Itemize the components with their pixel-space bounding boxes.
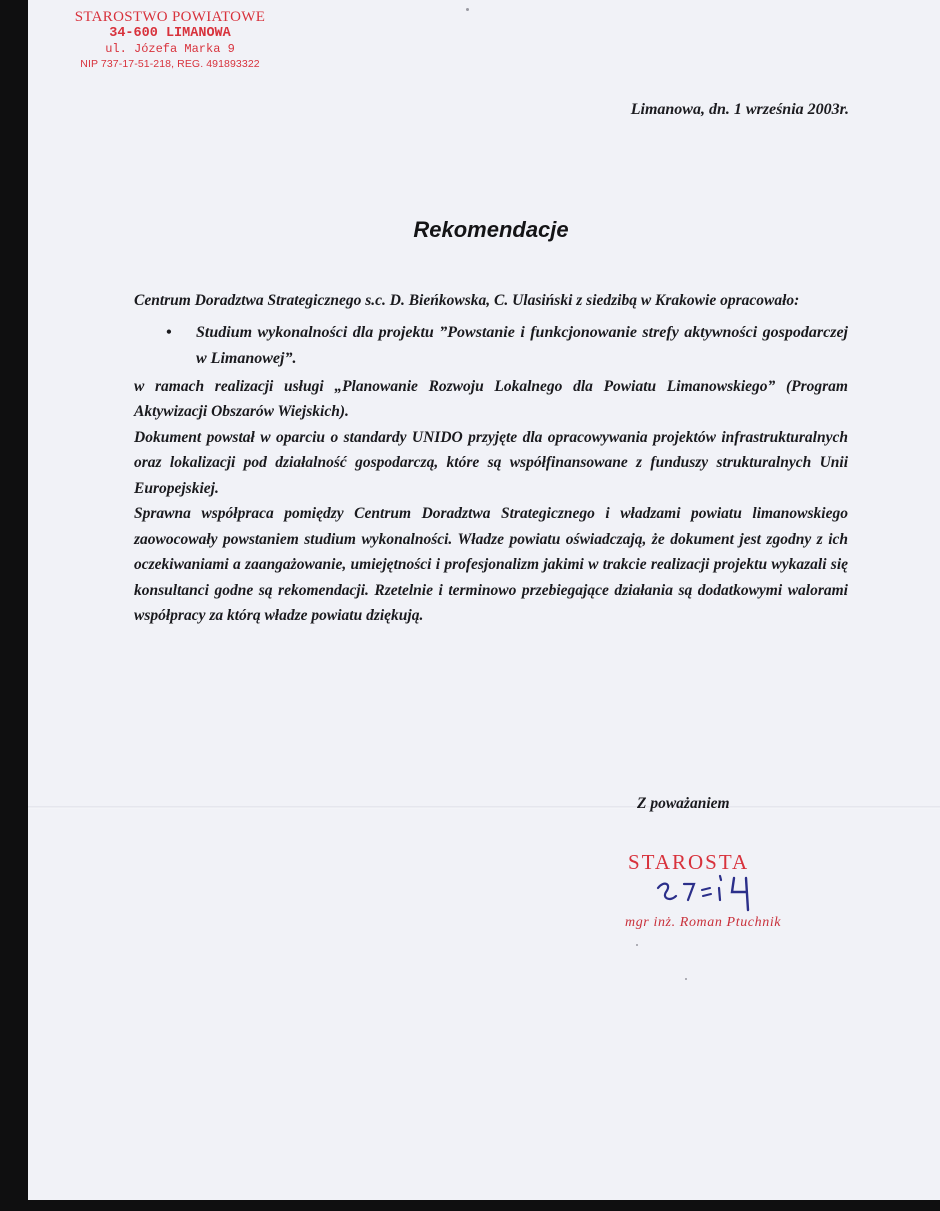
- paper-speck: [466, 8, 469, 11]
- letterhead-office: STAROSTWO POWIATOWE: [74, 9, 266, 25]
- signatory-name: mgr inż. Roman Ptuchnik: [625, 915, 782, 930]
- standards-paragraph: Dokument powstał w oparciu o standardy UNIDO przyjęte dla opracowywania projektów infrastrukturalnych oraz lokalizacji pod działalność gospodarczą, które są współfinansowane z funduszy strukturalnych Unii Europejskiej.: [134, 428, 848, 497]
- letter-title: Rekomendacje: [413, 217, 569, 242]
- bullet-icon: •: [166, 323, 172, 341]
- intro-paragraph: Centrum Doradztwa Strategicznego s.c. D. Bieńkowska, C. Ulasiński z siedzibą w Krakowie opracowało:: [134, 292, 800, 309]
- letterhead-city: 34-600 LIMANOWA: [109, 26, 231, 41]
- cooperation-paragraph: Sprawna współpraca pomiędzy Centrum Doradztwa Strategicznego i władzami powiatu limanowskiego zaowocowały powstaniem studium wykonalności. Władze powiatu oświadczają, że dokument jest zgodny z ich oczekiwaniami a zaangażowanie, umiejętności i profesjonalizm jakimi w trakcie realizacji projektu wykazali się konsultanci godne są rekomendacji. Rzetelnie i terminowo przebiegające działania są dodatkowymi walorami współpracy za którą władze powiatu dziękują.: [134, 505, 848, 624]
- bullet-text: Studium wykonalności dla projektu ”Powstanie i funkcjonowanie strefy aktywności gospodarczej w Limanowej”.: [196, 323, 848, 367]
- letter-date: Limanowa, dn. 1 września 2003r.: [630, 101, 849, 118]
- starosta-stamp: STAROSTA: [628, 850, 750, 874]
- letterhead-street: ul. Józefa Marka 9: [105, 42, 235, 56]
- paper-speck: [685, 978, 687, 980]
- letterhead-registration: NIP 737-17-51-218, REG. 491893322: [80, 58, 260, 70]
- bullet-item: [134, 320, 848, 372]
- service-paragraph: w ramach realizacji usługi „Planowanie Rozwoju Lokalnego dla Powiatu Limanowskiego” (Program Aktywizacji Obszarów Wiejskich).: [134, 377, 848, 420]
- paper-speck: [636, 944, 638, 946]
- letter-page: [28, 0, 940, 1200]
- letterhead-stamp: [50, 9, 290, 71]
- paper-fold-line: [28, 806, 940, 809]
- closing-phrase: Z poważaniem: [637, 795, 730, 812]
- letter-body: [134, 288, 848, 629]
